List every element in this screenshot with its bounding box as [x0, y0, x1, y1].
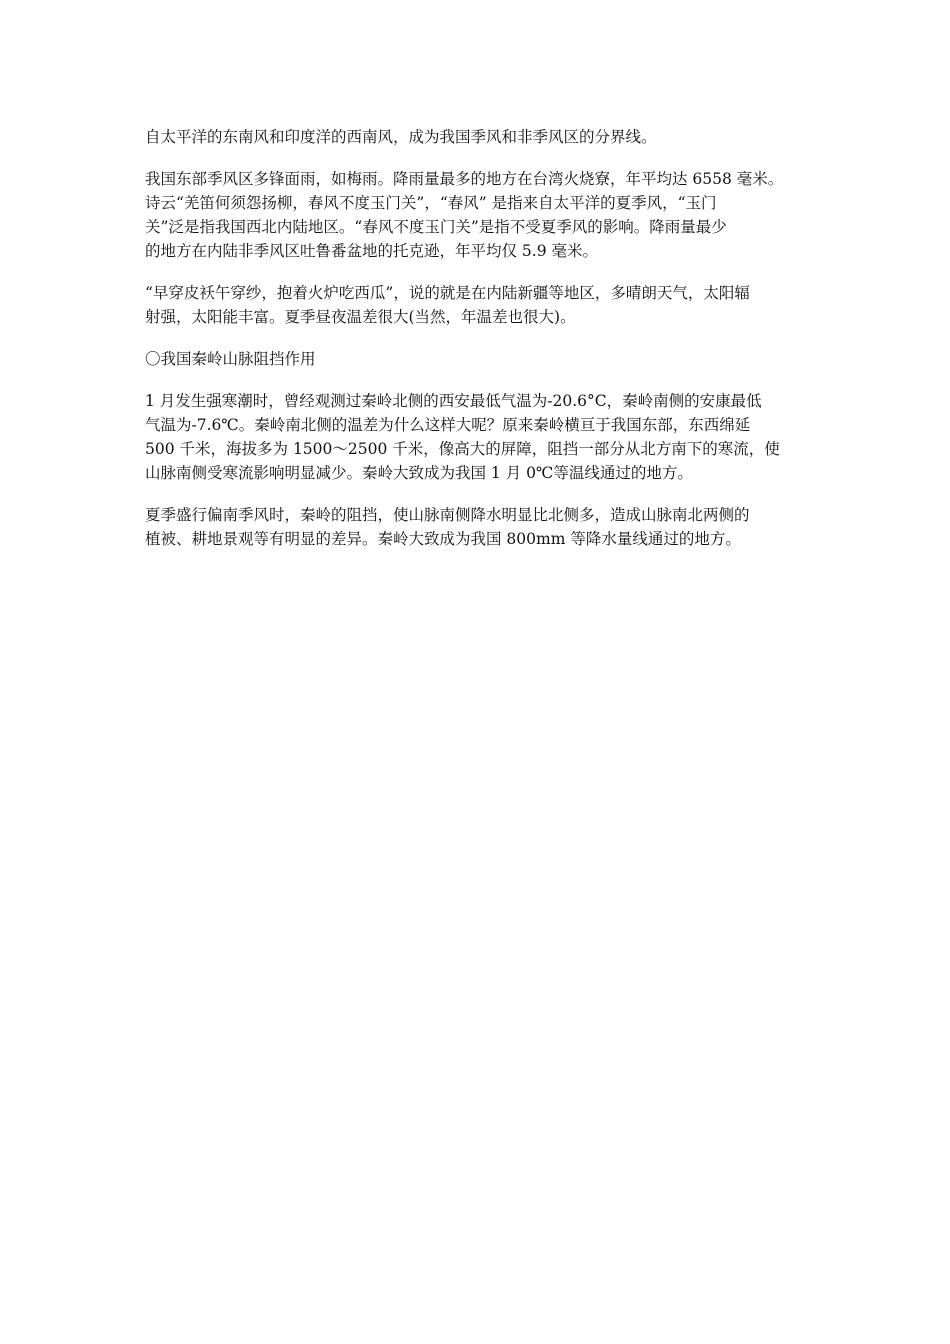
text-line: 关”泛是指我国西北内陆地区。“春风不度玉门关”是指不受夏季风的影响。降雨量最少	[145, 218, 727, 236]
text-line: 射强，太阳能丰富。夏季昼夜温差很大(当然，年温差也很大)。	[145, 308, 576, 326]
text-line: 1 月发生强寒潮时，曾经观测过秦岭北侧的西安最低气温为-20.6°C，秦岭南侧的安康最低	[145, 392, 762, 410]
paragraph-cold-wave	[145, 389, 817, 485]
section-heading-qinling	[145, 347, 817, 371]
text-line: 气温为-7.6℃。秦岭南北侧的温差为什么这样大呢？原来秦岭横亘于我国东部，东西绵延	[145, 416, 751, 434]
paragraph-monsoon-boundary	[145, 125, 817, 149]
text-line: 诗云“羌笛何须怨扬柳，春风不度玉门关”，“春风” 是指来自太平洋的夏季风，“玉门	[145, 194, 717, 212]
text-line: 山脉南侧受寒流影响明显减少。秦岭大致成为我国 1 月 0℃等温线通过的地方。	[145, 464, 693, 482]
document-body	[145, 125, 817, 569]
paragraph-xinjiang-climate	[145, 281, 817, 329]
text-line: 自太平洋的东南风和印度洋的西南风，成为我国季风和非季风区的分界线。	[145, 128, 657, 146]
text-line: 500 千米，海拔多为 1500～2500 千米，像高大的屏障，阻挡一部分从北方南下的寒流，使	[145, 440, 780, 458]
paragraph-rainfall	[145, 167, 817, 263]
paragraph-summer-monsoon	[145, 503, 817, 551]
text-line: 〇我国秦岭山脉阻挡作用	[145, 350, 316, 368]
text-line: 我国东部季风区多锋面雨，如梅雨。降雨量最多的地方在台湾火烧寮，年平均达 6558 毫米。	[145, 170, 784, 188]
text-line: “早穿皮袄午穿纱，抱着火炉吃西瓜”，说的就是在内陆新疆等地区，多晴朗天气，太阳辐	[145, 284, 750, 302]
text-line: 的地方在内陆非季风区吐鲁番盆地的托克逊，年平均仅 5.9 毫米。	[145, 242, 599, 260]
text-line: 夏季盛行偏南季风时，秦岭的阻挡，使山脉南侧降水明显比北侧多，造成山脉南北两侧的	[145, 506, 750, 524]
text-line: 植被、耕地景观等有明显的差异。秦岭大致成为我国 800mm 等降水量线通过的地方。	[145, 530, 741, 548]
